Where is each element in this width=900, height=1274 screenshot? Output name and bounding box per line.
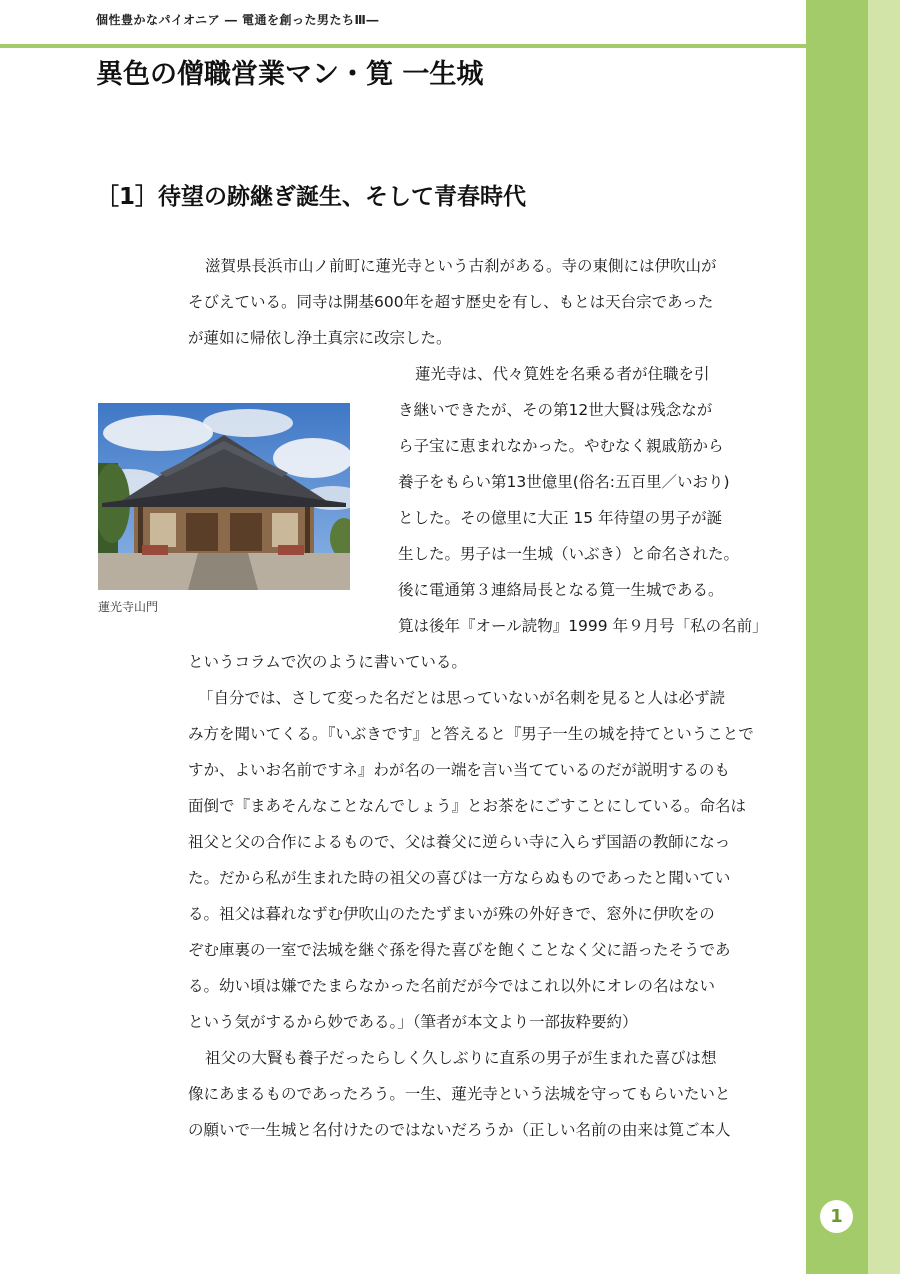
page-number: 1 bbox=[820, 1200, 853, 1233]
body-line: 後に電通第３連絡局長となる筧一生城である。 bbox=[398, 581, 724, 599]
body-line: ぞむ庫裏の一室で法城を継ぐ孫を得た喜びを飽くことなく父に語ったそうであ bbox=[188, 941, 731, 959]
body-line: 面倒で『まあそんなことなんでしょう』とお茶をにごすことにしている。命名は bbox=[188, 797, 747, 815]
body-line: 養子をもらい第13世億里(俗名:五百里／いおり) bbox=[398, 473, 730, 491]
body-line: とした。その億里に大正 15 年待望の男子が誕 bbox=[398, 509, 723, 527]
body-line: 生した。男子は一生城（いぶき）と命名された。 bbox=[398, 545, 740, 563]
body-line: 祖父の大賢も養子だったらしく久しぶりに直系の男子が生まれた喜びは想 bbox=[205, 1049, 717, 1067]
body-line: の願いで一生城と名付けたのではないだろうか（正しい名前の由来は筧ご本人 bbox=[188, 1121, 731, 1139]
body-line: た。だから私が生まれた時の祖父の喜びは一方ならぬものであったと聞いてい bbox=[188, 869, 731, 887]
body-line: というコラムで次のように書いている。 bbox=[188, 653, 467, 671]
body-line: ら子宝に恵まれなかった。やむなく親戚筋から bbox=[398, 437, 724, 455]
temple-gate-photo bbox=[98, 403, 350, 590]
body-line: が蓮如に帰依し浄土真宗に改宗した。 bbox=[188, 329, 452, 347]
body-line: すか、よいお名前ですネ』わが名の一端を言い当てているのだが説明するのも bbox=[188, 761, 730, 779]
body-line: 祖父と父の合作によるもので、父は養父に逆らい寺に入らず国語の教師になっ bbox=[188, 833, 731, 851]
body-line: という気がするから妙である。」（筆者が本文より一部抜粋要約） bbox=[188, 1013, 638, 1031]
body-line: る。祖父は暮れなずむ伊吹山のたたずまいが殊の外好きで、窓外に伊吹をの bbox=[188, 905, 715, 923]
series-header: 個性豊かなパイオニア ― 電通を創った男たちⅢ― bbox=[96, 13, 379, 27]
body-line: そびえている。同寺は開基600年を超す歴史を有し、もとは天台宗であった bbox=[188, 293, 714, 311]
body-line: 筧は後年『オール読物』1999 年９月号「私の名前」 bbox=[398, 617, 768, 635]
section-heading: ［1］待望の跡継ぎ誕生、そして青春時代 bbox=[96, 184, 527, 210]
body-line: 「自分では、さして変った名だとは思っていないが名刺を見ると人は必ず読 bbox=[198, 689, 726, 707]
body-line: 滋賀県長浜市山ノ前町に蓮光寺という古刹がある。寺の東側には伊吹山が bbox=[205, 257, 717, 275]
body-line: る。幼い頃は嫌でたまらなかった名前だが今ではこれ以外にオレの名はない bbox=[188, 977, 716, 995]
body-line: み方を聞いてくる。『いぶきです』と答えると『男子一生の城を持てということで bbox=[188, 725, 754, 743]
body-line: 蓮光寺は、代々筧姓を名乗る者が住職を引 bbox=[415, 365, 710, 383]
body-line: 像にあまるものであったろう。一生、蓮光寺という法城を守ってもらいたいと bbox=[188, 1085, 731, 1103]
side-band-dark bbox=[806, 0, 868, 1274]
side-band-light bbox=[868, 0, 900, 1274]
photo-caption: 蓮光寺山門 bbox=[98, 600, 159, 614]
article-title: 異色の僧職営業マン・筧 一生城 bbox=[96, 59, 484, 90]
body-line: き継いできたが、その第12世大賢は残念なが bbox=[398, 401, 713, 419]
header-rule bbox=[0, 44, 806, 48]
